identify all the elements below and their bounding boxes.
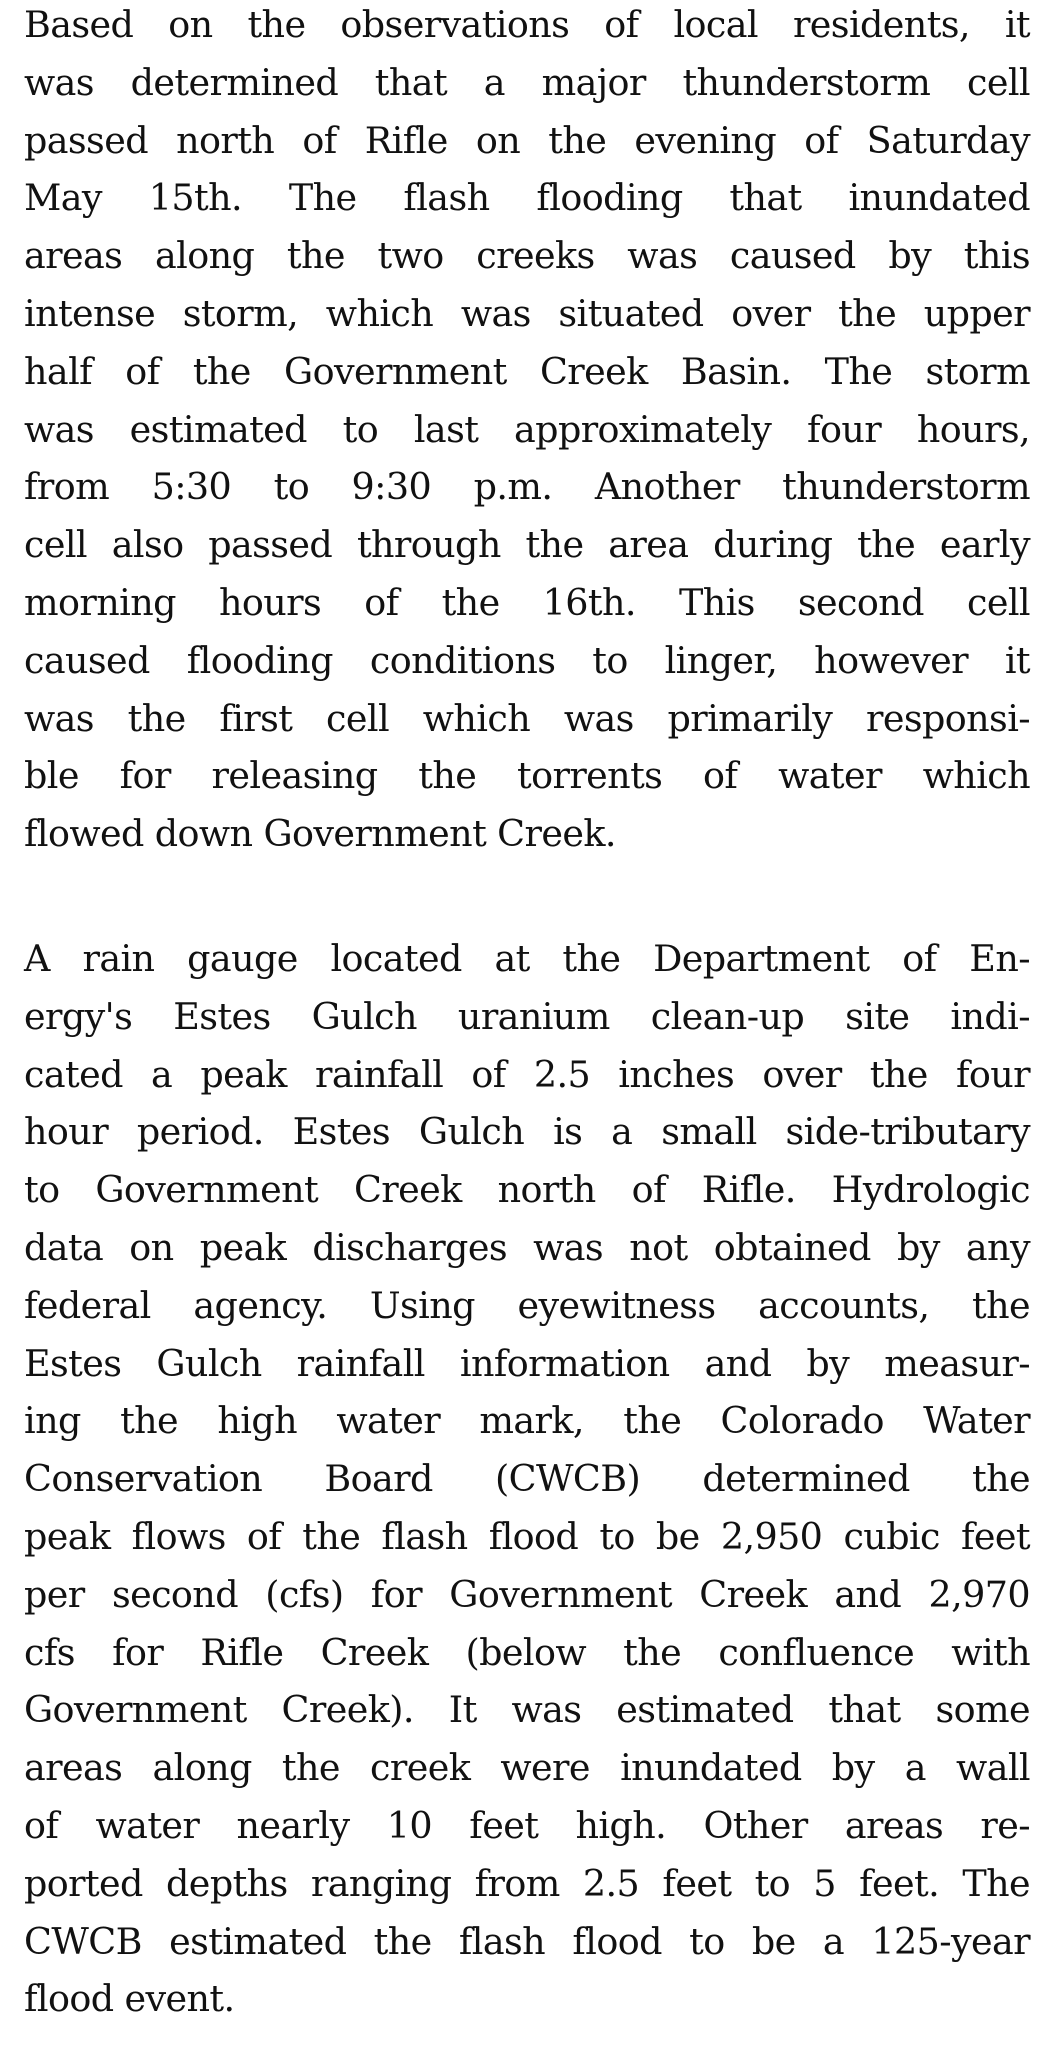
text-line: ing the high water mark, the Colorado Water <box>24 1399 1030 1443</box>
text-line: Conservation Board (CWCB) determined the <box>24 1457 1030 1501</box>
text-line: federal agency. Using eyewitness accounts, the <box>24 1283 1030 1327</box>
text-line: ergy's Estes Gulch uranium clean-up site indi- <box>24 994 1030 1038</box>
text-line: cated a peak rainfall of 2.5 inches over the four <box>24 1052 1030 1096</box>
text-line: peak flows of the flash flood to be 2,950 cubic feet <box>24 1514 1030 1558</box>
text-line: intense storm, which was situated over the upper <box>24 291 1030 335</box>
text-line: passed north of Rifle on the evening of Saturday <box>24 118 1030 162</box>
text-line: flowed down Government Creek. <box>24 812 616 856</box>
paragraph-thunderstorm <box>24 0 1030 863</box>
text-line: was the first cell which was primarily responsi- <box>24 696 1030 740</box>
text-line: data on peak discharges was not obtained by any <box>24 1225 1030 1269</box>
paragraph-rain-gauge <box>24 930 1030 2028</box>
text-line: half of the Government Creek Basin. The storm <box>24 349 1030 393</box>
text-line: was determined that a major thunderstorm cell <box>24 60 1030 104</box>
text-line: cell also passed through the area during the early <box>24 523 1030 567</box>
text-line: from 5:30 to 9:30 p.m. Another thunderstorm <box>24 465 1030 509</box>
text-line: areas along the creek were inundated by a wall <box>24 1746 1030 1790</box>
text-line: caused flooding conditions to linger, however it <box>24 638 1030 682</box>
text-line: to Government Creek north of Rifle. Hydrologic <box>24 1168 1030 1212</box>
text-line: per second (cfs) for Government Creek and 2,970 <box>24 1572 1030 1616</box>
text-line: was estimated to last approximately four hours, <box>24 407 1030 451</box>
text-line: Based on the observations of local residents, it <box>24 3 1030 46</box>
text-line: Estes Gulch rainfall information and by measur- <box>24 1341 1030 1385</box>
text-line: of water nearly 10 feet high. Other areas re- <box>24 1803 1030 1847</box>
text-line: ble for releasing the torrents of water which <box>24 754 1030 798</box>
text-line: A rain gauge located at the Department of En- <box>24 937 1030 980</box>
text-line: hour period. Estes Gulch is a small side-tributary <box>24 1110 1030 1154</box>
text-line: Government Creek). It was estimated that some <box>24 1688 1030 1732</box>
text-line: flood event. <box>24 1977 235 2021</box>
text-line: cfs for Rifle Creek (below the confluence with <box>24 1630 1030 1674</box>
text-line: May 15th. The flash flooding that inundated <box>24 176 1030 220</box>
text-line: ported depths ranging from 2.5 feet to 5 feet. The <box>24 1861 1030 1905</box>
text-line: morning hours of the 16th. This second cell <box>24 580 1030 624</box>
text-line: areas along the two creeks was caused by this <box>24 234 1030 278</box>
text-line: CWCB estimated the flash flood to be a 125-year <box>24 1919 1030 1963</box>
